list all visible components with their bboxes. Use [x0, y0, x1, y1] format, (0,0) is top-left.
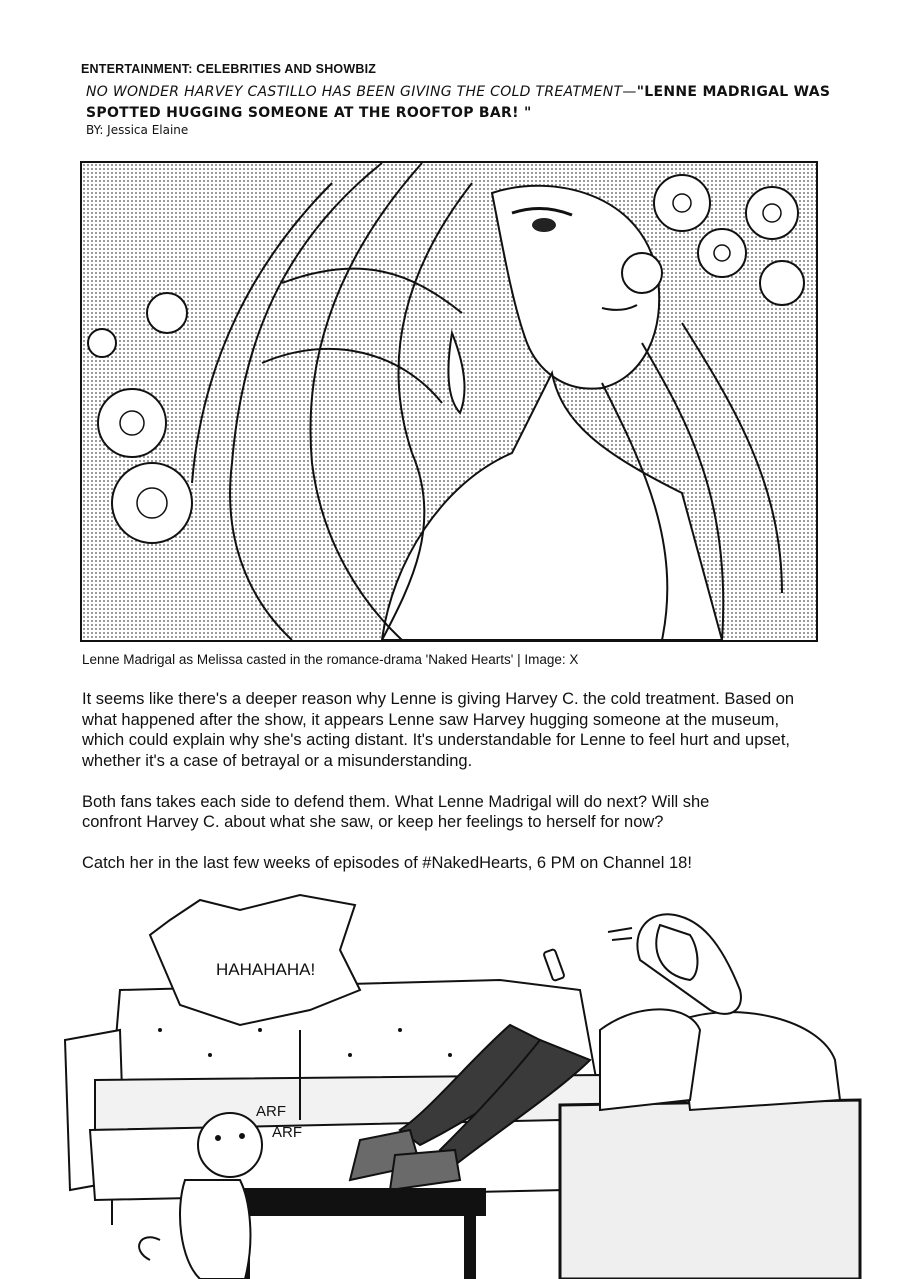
article-category: ENTERTAINMENT: CELEBRITIES AND SHOWBIZ	[81, 62, 377, 76]
headline-lead: NO WONDER HARVEY CASTILLO HAS BEEN GIVING THE COLD TREATMENT—	[86, 84, 637, 100]
article-paragraph-1: It seems like there's a deeper reason why Lenne is giving Harvey C. the cold treatment. Based on what happened after the show, it appears Lenne saw Harvey hugging someone at the museum, which could explain why she's acting distant. It's understandable for Lenne to feel hurt and upset, whether it's a case of betrayal or a misunderstanding.	[82, 690, 795, 770]
speech-bubble-text: HAHAHAHA!	[216, 960, 316, 979]
article-byline: BY: Jessica Elaine	[86, 123, 189, 137]
image-caption: Lenne Madrigal as Melissa casted in the romance-drama 'Naked Hearts' | Image: X	[82, 652, 579, 667]
article-paragraph-3: Catch her in the last few weeks of episodes of #NakedHearts, 6 PM on Channel 18!	[82, 854, 692, 872]
article-headline	[86, 82, 846, 124]
article-body	[82, 689, 812, 894]
article-paragraph-2: Both fans takes each side to defend them. What Lenne Madrigal will do next? Will she confront Harvey C. about what she saw, or keep her feelings to herself for now?	[82, 792, 710, 831]
hero-illustration	[80, 161, 818, 642]
coffee-table	[228, 1188, 486, 1279]
headline-quote: "LENNE MADRIGAL WAS SPOTTED HUGGING SOMEONE AT THE ROOFTOP BAR! "	[86, 84, 831, 121]
comic-scene	[0, 880, 900, 1279]
dog-bark-1: ARF	[256, 1103, 286, 1120]
armchair	[560, 1100, 860, 1279]
dog-bark-2: ARF	[272, 1124, 302, 1141]
